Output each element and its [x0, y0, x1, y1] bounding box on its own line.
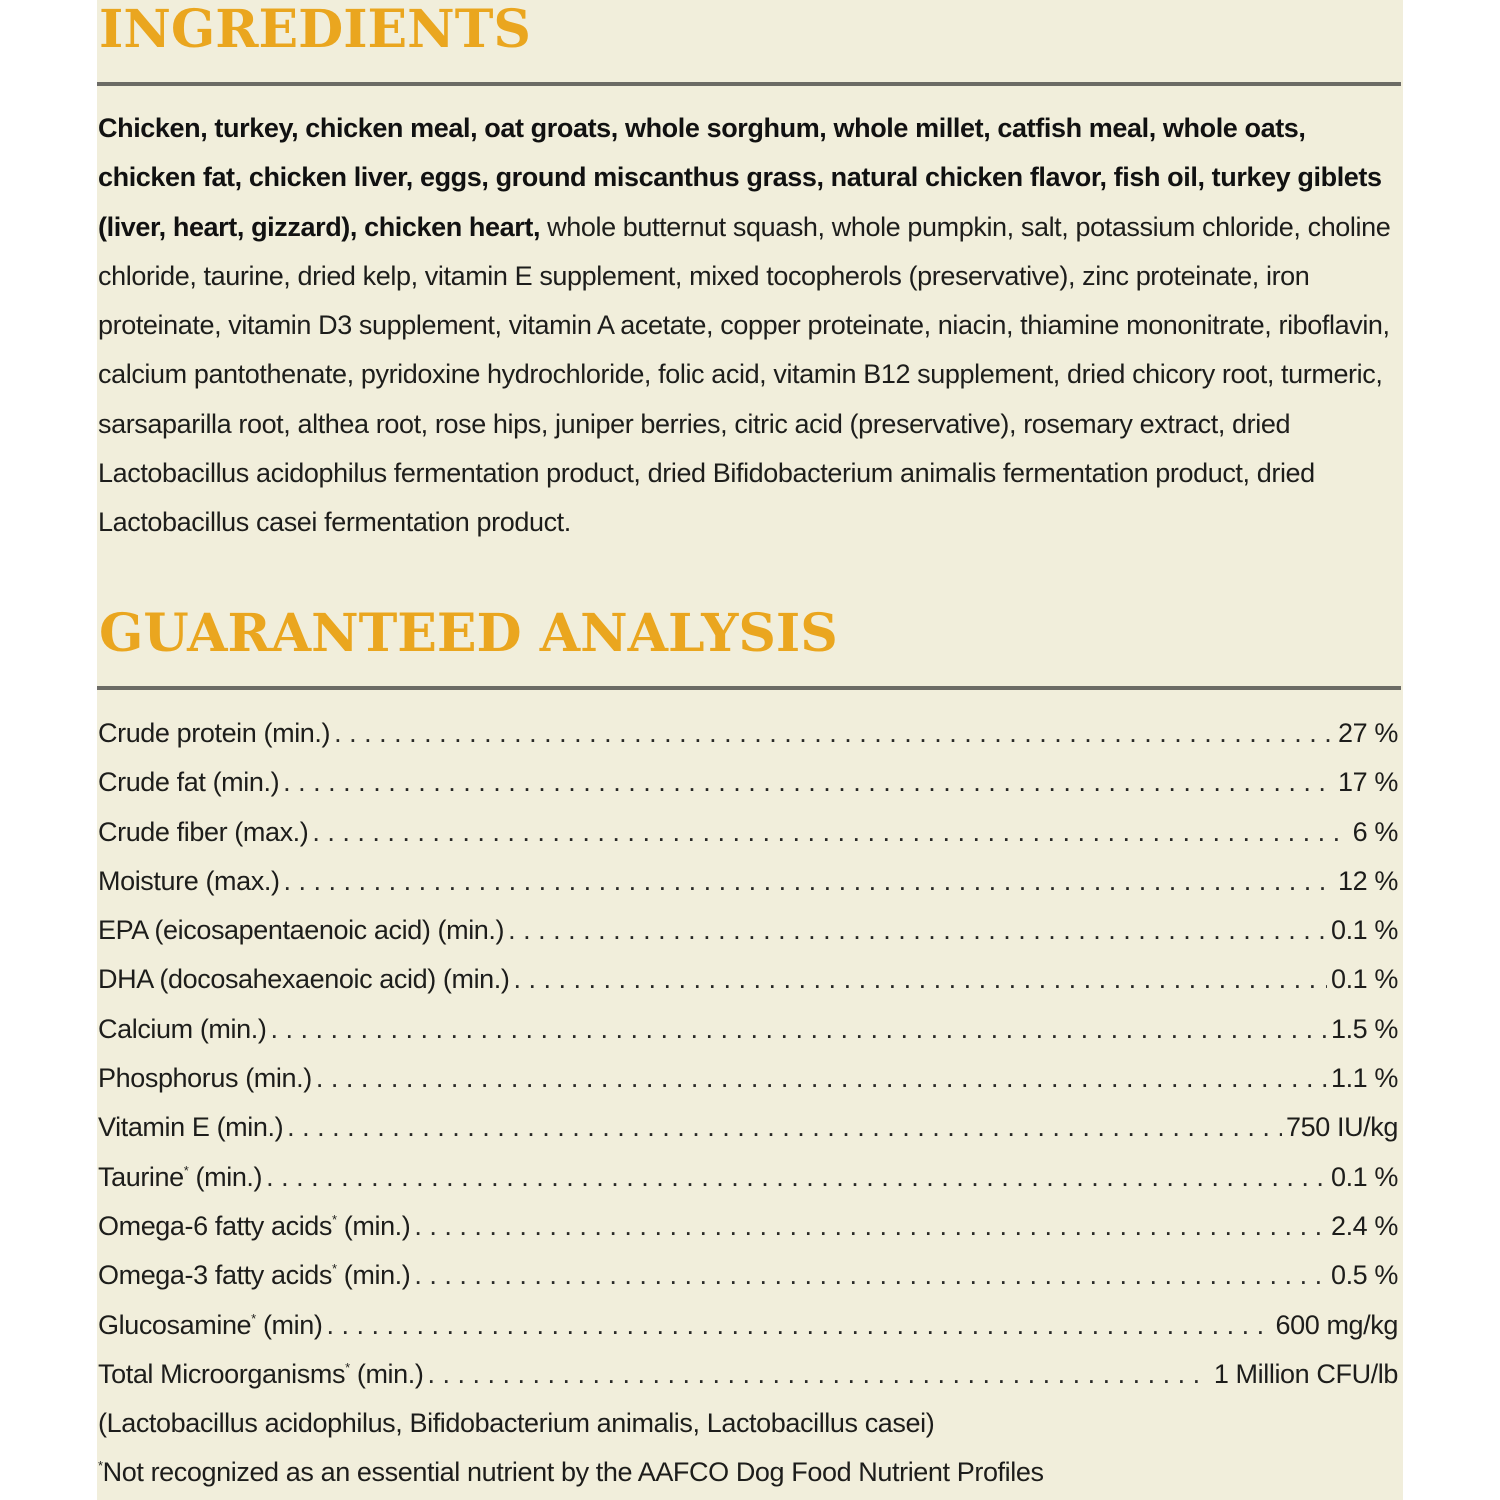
- analysis-row: [98, 1005, 1398, 1054]
- analysis-table: [98, 709, 1398, 1498]
- nutrient-label: Crude protein: [98, 718, 257, 748]
- nutrient-qualifier: (min.): [430, 915, 505, 946]
- nutrient-qualifier: (min.): [256, 718, 331, 748]
- dot-leader: [312, 808, 1348, 857]
- nutrient-footnote-mark: *: [251, 1310, 256, 1326]
- ingredients-secondary-text: whole butternut squash, whole pumpkin, salt, potassium chloride, choline chloride, taurine, dried kelp, vitamin E supplement, mixed tocopherols (preservative), zinc proteinate, iron proteinate, vitamin D3 supplement, vitamin A acetate, copper proteinate, niacin, thiamine mononitrate, riboflavin, calcium pantothenate, pyridoxine hydrochloride, folic acid, vitamin B12 supplement, dried chicory root, turmeric, sarsaparilla root, althea root, rose hips, juniper berries, citric acid (preservative), rosemary extract, dried Lactobacillus acidophilus fermentation product, dried Bifidobacterium animalis fermentation product, dried Lactobacillus casei fermentation product.: [98, 211, 1391, 538]
- nutrient-label: Taurine: [98, 1161, 184, 1192]
- nutrient-label: Phosphorus: [98, 1063, 239, 1094]
- dot-leader: [508, 906, 1327, 955]
- nutrient-value: 0.1 %: [1330, 915, 1398, 946]
- analysis-row: [98, 1202, 1398, 1251]
- nutrient-qualifier: (min.): [238, 1063, 312, 1094]
- nutrient-qualifier: (min.): [349, 1358, 424, 1389]
- nutrient-value: 1.1 %: [1330, 1063, 1398, 1094]
- analysis-heading: GUARANTEED ANALYSIS: [99, 603, 838, 664]
- nutrient-value: 27 %: [1338, 718, 1398, 748]
- analysis-row: [98, 1251, 1398, 1300]
- footnote: [98, 1448, 1398, 1497]
- analysis-row: [98, 1054, 1398, 1103]
- nutrient-label: Omega-6 fatty acids: [98, 1210, 333, 1241]
- dot-leader: [266, 1153, 1327, 1202]
- dot-leader: [514, 955, 1327, 1004]
- analysis-row: [98, 906, 1398, 955]
- dot-leader: [326, 1301, 1271, 1350]
- nutrient-value: 12 %: [1338, 865, 1398, 896]
- analysis-row: [98, 1350, 1398, 1399]
- nutrient-footnote-mark: *: [332, 1261, 337, 1277]
- dot-leader: [427, 1350, 1209, 1399]
- analysis-row: [98, 857, 1398, 906]
- nutrient-value: 1 Million CFU/lb: [1213, 1358, 1398, 1389]
- dot-leader: [414, 1202, 1327, 1251]
- nutrient-value: 17 %: [1338, 767, 1398, 798]
- nutrient-label: Calcium: [98, 1013, 193, 1044]
- nutrient-label: Crude fat: [98, 767, 206, 798]
- nutrient-footnote-mark: *: [332, 1211, 337, 1227]
- analysis-row: [98, 758, 1398, 807]
- nutrient-value: 0.1 %: [1330, 964, 1398, 995]
- analysis-row: [98, 955, 1398, 1004]
- nutrient-value: 0.5 %: [1330, 1260, 1398, 1291]
- nutrient-qualifier: (min.): [336, 1210, 411, 1241]
- dot-leader: [316, 1054, 1327, 1103]
- nutrient-label: EPA (eicosapentaenoic acid): [98, 915, 431, 946]
- nutrient-label: DHA (docosahexaenoic acid): [98, 964, 436, 995]
- nutrient-value: 0.1 %: [1330, 1161, 1398, 1192]
- nutrient-qualifier: (min.): [435, 964, 510, 995]
- analysis-row: [98, 1103, 1398, 1152]
- nutrient-label: Vitamin E: [98, 1112, 210, 1143]
- nutrient-value: 1.5 %: [1330, 1013, 1398, 1044]
- nutrient-qualifier: (min.): [188, 1161, 263, 1192]
- ingredients-primary-text: Chicken, turkey, chicken meal, oat groats, whole sorghum, whole millet, catfish meal, whole oats, chicken fat, chicken liver, eggs, ground miscanthus grass, natural chicken flavor, fish oil, turkey giblets (liver, heart, gizzard), chicken heart,: [98, 113, 1382, 242]
- nutrient-value: 6 %: [1352, 816, 1398, 847]
- organisms-note: (Lactobacillus acidophilus, Bifidobacterium animalis, Lactobacillus casei): [98, 1408, 935, 1439]
- analysis-row: [98, 808, 1398, 857]
- ingredients-divider: [97, 82, 1401, 86]
- dot-leader: [287, 1103, 1282, 1152]
- ingredients-heading: INGREDIENTS: [99, 0, 531, 60]
- nutrient-qualifier: (max.): [198, 865, 280, 896]
- product-info-panel: [97, 0, 1403, 1500]
- dot-leader: [283, 758, 1334, 807]
- analysis-row: [98, 709, 1398, 758]
- nutrient-qualifier: (min): [255, 1309, 323, 1340]
- nutrient-qualifier: (min.): [209, 1112, 284, 1143]
- analysis-row: [98, 1153, 1398, 1202]
- nutrient-label: Omega-3 fatty acids: [98, 1260, 333, 1291]
- footnote-text: Not recognized as an essential nutrient by the AAFCO Dog Food Nutrient Profiles: [102, 1457, 1044, 1488]
- nutrient-footnote-mark: *: [183, 1162, 189, 1178]
- analysis-divider: [97, 686, 1401, 690]
- nutrient-qualifier: (max.): [227, 816, 309, 847]
- nutrient-label: Glucosamine: [98, 1309, 252, 1340]
- nutrient-qualifier: (min.): [192, 1013, 267, 1044]
- nutrient-value: 2.4 %: [1330, 1210, 1398, 1241]
- nutrient-label: Total Microorganisms: [98, 1358, 346, 1389]
- analysis-row: [98, 1301, 1398, 1350]
- dot-leader: [284, 857, 1335, 906]
- nutrient-value: 750 IU/kg: [1286, 1112, 1398, 1143]
- nutrient-qualifier: (min.): [336, 1260, 411, 1291]
- nutrient-label: Crude fiber: [98, 816, 228, 847]
- ingredients-list: [98, 104, 1402, 548]
- nutrient-footnote-mark: *: [345, 1359, 350, 1375]
- nutrient-label: Moisture: [98, 865, 199, 896]
- dot-leader: [414, 1251, 1327, 1300]
- nutrient-qualifier: (min.): [205, 767, 280, 798]
- dot-leader: [334, 709, 1334, 758]
- footnote-mark: *: [98, 1458, 103, 1474]
- nutrient-value: 600 mg/kg: [1275, 1309, 1398, 1340]
- dot-leader: [270, 1005, 1327, 1054]
